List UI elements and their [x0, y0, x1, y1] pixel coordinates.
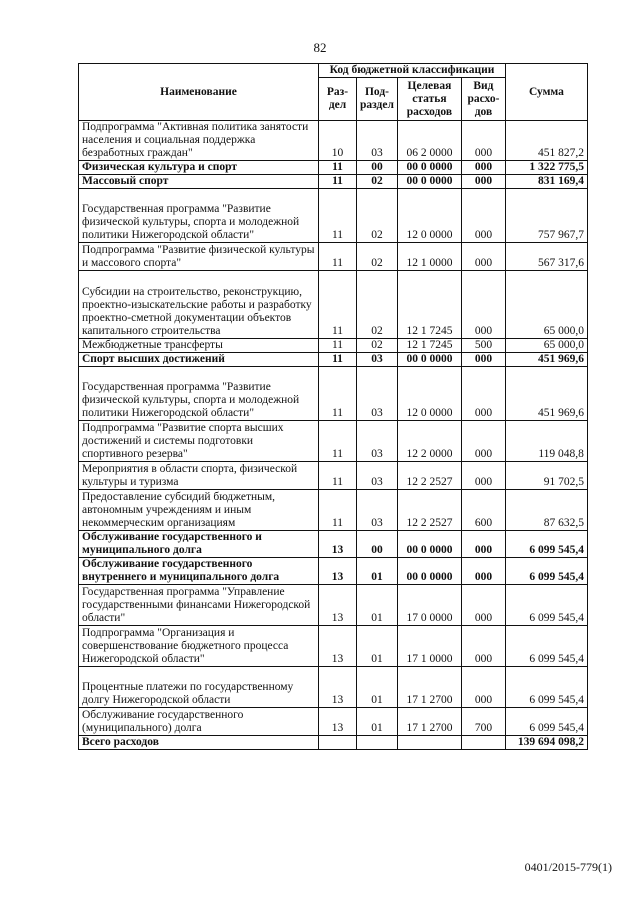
row-celevaya: 00 0 0000 — [397, 558, 461, 585]
row-celevaya: 12 2 0000 — [397, 421, 461, 462]
row-celevaya: 17 1 0000 — [397, 626, 461, 667]
row-summa: 65 000,0 — [505, 339, 587, 353]
row-razdel: 11 — [319, 367, 357, 421]
row-vid: 600 — [461, 490, 505, 531]
row-name: Субсидии на строительство, реконструкцию, проектно-изыскательские работы и разработку проектно-сметной документации объектов капитального строительства — [79, 271, 319, 339]
row-razdel: 11 — [319, 189, 357, 243]
row-summa: 567 317,6 — [505, 243, 587, 271]
row-name: Массовый спорт — [79, 175, 319, 189]
table-row — [79, 585, 588, 626]
row-summa: 6 099 545,4 — [505, 531, 587, 558]
row-summa: 451 969,6 — [505, 367, 587, 421]
row-vid: 000 — [461, 243, 505, 271]
row-summa: 451 969,6 — [505, 353, 587, 367]
table-row — [79, 189, 588, 243]
row-podrazdel: 03 — [357, 421, 398, 462]
table-row — [79, 353, 588, 367]
row-name: Государственная программа "Развитие физической культуры, спорта и молодежной политики Нижегородской области" — [79, 367, 319, 421]
header-celevaya: Целевая статья расходов — [397, 78, 461, 121]
row-podrazdel: 02 — [357, 243, 398, 271]
row-summa: 91 702,5 — [505, 462, 587, 490]
row-razdel: 13 — [319, 585, 357, 626]
row-name: Процентные платежи по государственному долгу Нижегородской области — [79, 667, 319, 708]
table-row — [79, 421, 588, 462]
row-vid: 000 — [461, 367, 505, 421]
row-name: Предоставление субсидий бюджетным, автономным учреждениям и иным некоммерческим организациям — [79, 490, 319, 531]
row-celevaya — [397, 736, 461, 750]
table-row — [79, 367, 588, 421]
row-summa: 87 632,5 — [505, 490, 587, 531]
row-celevaya: 17 1 2700 — [397, 708, 461, 736]
header-name: Наименование — [79, 64, 319, 121]
table-row — [79, 708, 588, 736]
row-name: Подпрограмма "Развитие физической культуры и массового спорта" — [79, 243, 319, 271]
row-vid: 000 — [461, 626, 505, 667]
row-vid: 700 — [461, 708, 505, 736]
row-celevaya: 12 1 0000 — [397, 243, 461, 271]
table-row — [79, 121, 588, 161]
table-row — [79, 531, 588, 558]
table-row — [79, 243, 588, 271]
row-celevaya: 17 1 2700 — [397, 667, 461, 708]
row-summa: 6 099 545,4 — [505, 585, 587, 626]
row-summa: 831 169,4 — [505, 175, 587, 189]
row-celevaya: 12 1 7245 — [397, 271, 461, 339]
row-vid: 000 — [461, 667, 505, 708]
row-razdel: 11 — [319, 490, 357, 531]
row-name: Физическая культура и спорт — [79, 161, 319, 175]
row-name: Обслуживание государственного и муниципального долга — [79, 531, 319, 558]
row-razdel: 13 — [319, 708, 357, 736]
row-podrazdel: 03 — [357, 462, 398, 490]
table-row — [79, 736, 588, 750]
row-celevaya: 06 2 0000 — [397, 121, 461, 161]
row-summa: 1 322 775,5 — [505, 161, 587, 175]
row-podrazdel: 03 — [357, 490, 398, 531]
row-razdel: 11 — [319, 353, 357, 367]
row-summa: 757 967,7 — [505, 189, 587, 243]
row-summa: 451 827,2 — [505, 121, 587, 161]
table-row — [79, 462, 588, 490]
row-vid: 000 — [461, 189, 505, 243]
row-name: Обслуживание государственного (муниципального) долга — [79, 708, 319, 736]
header-code-group: Код бюджетной классификации — [319, 64, 506, 78]
row-name: Межбюджетные трансферты — [79, 339, 319, 353]
row-podrazdel: 01 — [357, 585, 398, 626]
row-razdel: 13 — [319, 667, 357, 708]
row-name: Подпрограмма "Развитие спорта высших достижений и системы подготовки спортивного резерва" — [79, 421, 319, 462]
row-summa: 6 099 545,4 — [505, 626, 587, 667]
table-row — [79, 339, 588, 353]
row-celevaya: 12 0 0000 — [397, 189, 461, 243]
row-celevaya: 00 0 0000 — [397, 175, 461, 189]
row-razdel: 11 — [319, 339, 357, 353]
row-summa: 139 694 098,2 — [505, 736, 587, 750]
row-summa: 6 099 545,4 — [505, 667, 587, 708]
row-vid: 000 — [461, 175, 505, 189]
row-vid: 000 — [461, 531, 505, 558]
header-vid: Вид расхо-дов — [461, 78, 505, 121]
table-row — [79, 626, 588, 667]
row-vid: 000 — [461, 462, 505, 490]
row-name: Всего расходов — [79, 736, 319, 750]
table-row — [79, 175, 588, 189]
header-podrazdel: Под-раздел — [357, 78, 398, 121]
row-name: Обслуживание государственного внутреннего и муниципального долга — [79, 558, 319, 585]
row-celevaya: 12 2 2527 — [397, 490, 461, 531]
page-number: 82 — [313, 40, 327, 55]
row-podrazdel: 01 — [357, 708, 398, 736]
row-podrazdel: 03 — [357, 367, 398, 421]
row-razdel: 13 — [319, 558, 357, 585]
header-razdel: Раз-дел — [319, 78, 357, 121]
row-celevaya: 12 0 0000 — [397, 367, 461, 421]
row-name: Мероприятия в области спорта, физической культуры и туризма — [79, 462, 319, 490]
row-razdel: 11 — [319, 161, 357, 175]
header-summa: Сумма — [505, 64, 587, 121]
table-row — [79, 271, 588, 339]
row-podrazdel: 00 — [357, 531, 398, 558]
row-podrazdel: 03 — [357, 353, 398, 367]
row-celevaya: 00 0 0000 — [397, 531, 461, 558]
row-razdel: 10 — [319, 121, 357, 161]
row-summa: 119 048,8 — [505, 421, 587, 462]
table-row — [79, 667, 588, 708]
row-summa: 6 099 545,4 — [505, 708, 587, 736]
row-podrazdel: 03 — [357, 121, 398, 161]
row-celevaya: 12 2 2527 — [397, 462, 461, 490]
row-name: Подпрограмма "Активная политика занятости населения и социальная поддержка безработных граждан" — [79, 121, 319, 161]
row-summa: 6 099 545,4 — [505, 558, 587, 585]
row-name: Государственная программа "Управление государственными финансами Нижегородской области" — [79, 585, 319, 626]
row-podrazdel: 00 — [357, 161, 398, 175]
table-row — [79, 558, 588, 585]
row-podrazdel: 01 — [357, 626, 398, 667]
row-vid: 000 — [461, 271, 505, 339]
row-name: Подпрограмма "Организация и совершенствование бюджетного процесса Нижегородской области" — [79, 626, 319, 667]
row-name: Государственная программа "Развитие физической культуры, спорта и молодежной политики Нижегородской области" — [79, 189, 319, 243]
row-podrazdel: 02 — [357, 175, 398, 189]
row-razdel: 11 — [319, 462, 357, 490]
table-row — [79, 490, 588, 531]
row-vid: 000 — [461, 161, 505, 175]
row-vid: 000 — [461, 121, 505, 161]
row-podrazdel: 01 — [357, 558, 398, 585]
row-celevaya: 17 0 0000 — [397, 585, 461, 626]
row-podrazdel: 01 — [357, 667, 398, 708]
row-name: Спорт высших достижений — [79, 353, 319, 367]
budget-table — [78, 63, 588, 750]
row-podrazdel: 02 — [357, 271, 398, 339]
row-razdel: 13 — [319, 626, 357, 667]
row-razdel: 11 — [319, 271, 357, 339]
row-summa: 65 000,0 — [505, 271, 587, 339]
row-podrazdel: 02 — [357, 189, 398, 243]
row-vid: 000 — [461, 585, 505, 626]
row-vid: 000 — [461, 421, 505, 462]
row-razdel: 11 — [319, 175, 357, 189]
row-razdel — [319, 736, 357, 750]
row-razdel: 13 — [319, 531, 357, 558]
row-podrazdel: 02 — [357, 339, 398, 353]
row-vid — [461, 736, 505, 750]
row-celevaya: 00 0 0000 — [397, 161, 461, 175]
table-row — [79, 161, 588, 175]
row-podrazdel — [357, 736, 398, 750]
row-celevaya: 12 1 7245 — [397, 339, 461, 353]
row-razdel: 11 — [319, 421, 357, 462]
row-vid: 000 — [461, 353, 505, 367]
row-celevaya: 00 0 0000 — [397, 353, 461, 367]
row-razdel: 11 — [319, 243, 357, 271]
document-code: 0401/2015-779(1) — [524, 860, 612, 874]
row-vid: 000 — [461, 558, 505, 585]
row-vid: 500 — [461, 339, 505, 353]
